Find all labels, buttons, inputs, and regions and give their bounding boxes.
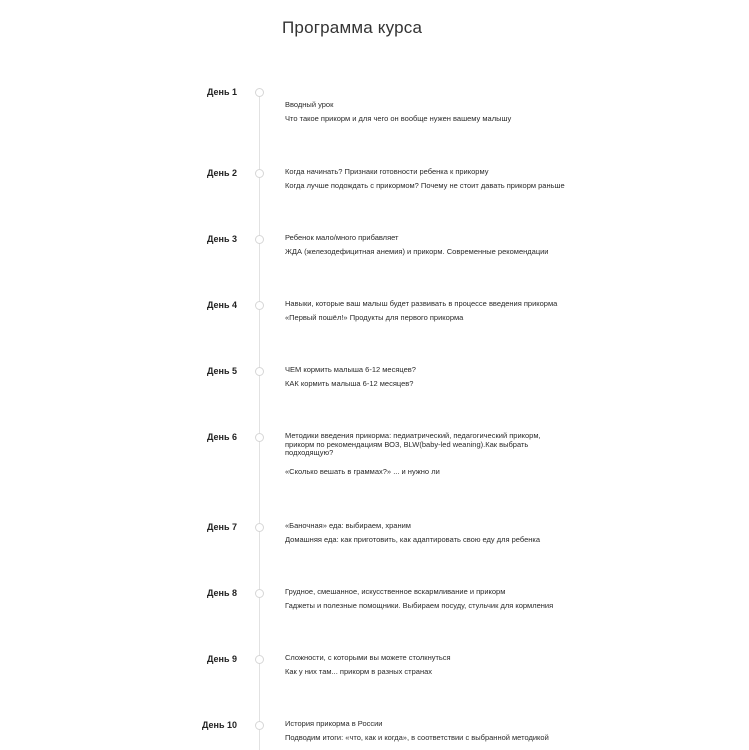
timeline-dot <box>255 88 264 97</box>
lesson-item: Как у них там... прикорм в разных странах <box>285 667 433 676</box>
lesson-item: История прикорма в России <box>285 719 383 728</box>
lesson-item: Ребенок мало/много прибавляет <box>285 233 399 242</box>
timeline-dot <box>255 589 264 598</box>
timeline-dot <box>255 235 264 244</box>
lesson-item: Что такое прикорм и для чего он вообще нужен вашему малышу <box>285 114 512 123</box>
day-label: День 8 <box>206 588 237 598</box>
lesson-item: Вводный урок <box>285 100 334 109</box>
lesson-item: Домашняя еда: как приготовить, как адаптировать свою еду для ребенка <box>285 535 541 544</box>
day-label: День 10 <box>201 720 237 730</box>
timeline-dot <box>255 655 264 664</box>
lesson-item: Методики введения прикорма: педиатрический, педагогический прикорм, прикорм по рекомендациям ВОЗ, BLW(baby-led weaning).Как выбрать подходящую? <box>285 431 541 458</box>
day-label: День 4 <box>206 300 237 310</box>
page-title: Программа курса <box>282 18 423 37</box>
lesson-item: Навыки, которые ваш малыш будет развивать в процессе введения прикорма <box>285 299 558 308</box>
lesson-item: ЖДА (железодефицитная анемия) и прикорм. Современные рекомендации <box>285 247 549 256</box>
lesson-item: Гаджеты и полезные помощники. Выбираем посуду, стульчик для кормления <box>285 601 554 610</box>
day-label: День 7 <box>206 522 237 532</box>
timeline-dot <box>255 721 264 730</box>
timeline-dot <box>255 367 264 376</box>
lesson-item: Когда начинать? Признаки готовности ребенка к прикорму <box>285 167 489 176</box>
timeline-dot <box>255 301 264 310</box>
lesson-item: «Баночная» еда: выбираем, храним <box>285 521 411 530</box>
timeline-line <box>259 92 260 750</box>
lesson-item: Подводим итоги: «что, как и когда», в соответствии с выбранной методикой <box>285 733 549 742</box>
day-label: День 1 <box>206 87 237 97</box>
day-label: День 3 <box>206 234 237 244</box>
day-label: День 2 <box>206 168 237 178</box>
lesson-item: Когда лучше подождать с прикормом? Почему не стоит давать прикорм раньше <box>285 181 565 190</box>
lesson-item: Грудное, смешанное, искусственное вскармливание и прикорм <box>285 587 506 596</box>
lesson-item: КАК кормить малыша 6-12 месяцев? <box>285 379 414 388</box>
day-label: День 5 <box>206 366 237 376</box>
lesson-item: «Сколько вешать в граммах?» ... и нужно ли <box>285 467 440 476</box>
day-label: День 6 <box>206 432 237 442</box>
timeline-dot <box>255 169 264 178</box>
lesson-item: Сложности, с которыми вы можете столкнуться <box>285 653 451 662</box>
lesson-item: «Первый пошёл!» Продукты для первого прикорма <box>285 313 464 322</box>
day-label: День 9 <box>206 654 237 664</box>
lesson-item: ЧЕМ кормить малыша 6-12 месяцев? <box>285 365 416 374</box>
timeline-dot <box>255 433 264 442</box>
timeline-dot <box>255 523 264 532</box>
